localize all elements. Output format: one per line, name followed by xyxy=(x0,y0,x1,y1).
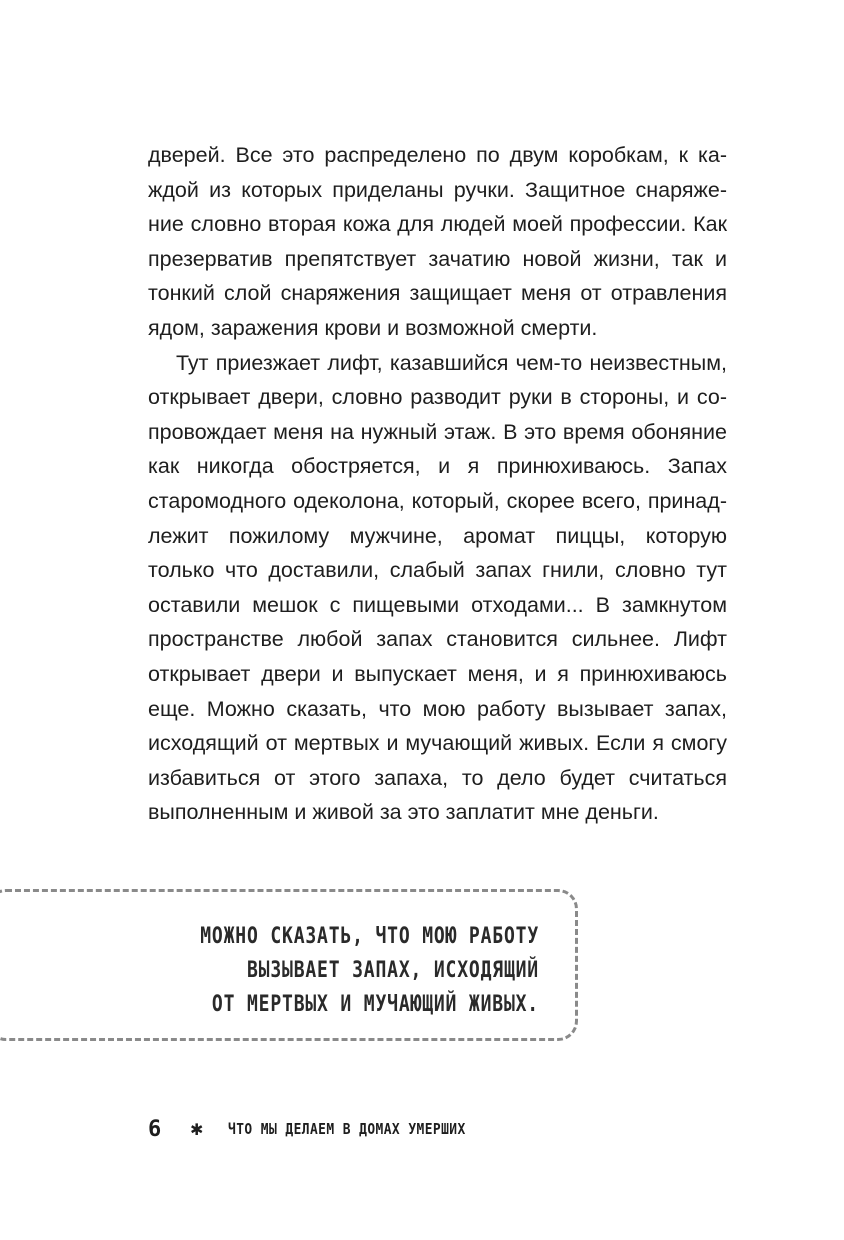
asterisk-icon: ✱ xyxy=(190,1119,204,1139)
pull-quote-line: ОТ МЕРТВЫХ И МУЧАЮЩИЙ ЖИВЫХ. xyxy=(211,992,539,1017)
paragraph-1: дверей. Все это распределено по двум коробкам, к каждой из которых приделаны ручки. Защитное снаряжение словно вторая кожа для людей моей профессии. Как презерватив препятствует зачатию новой жизни, так и тонкий слой снаряжения защищает меня от отравления ядом, заражения крови и возможной смерти. xyxy=(148,143,727,340)
main-text xyxy=(148,138,727,830)
pull-quote-line: ВЫЗЫВАЕТ ЗАПАХ, ИСХОДЯЩИЙ xyxy=(246,958,539,983)
pull-quote xyxy=(162,920,539,1022)
pull-quote-line: МОЖНО СКАЗАТЬ, ЧТО МОЮ РАБОТУ xyxy=(200,924,539,949)
running-title: ЧТО МЫ ДЕЛАЕМ В ДОМАХ УМЕРШИХ xyxy=(228,1120,466,1138)
paragraph-2: Тут приезжает лифт, казавшийся чем-то неизвестным, открывает двери, словно разводит руки в стороны, и сопровождает меня на нужный этаж. В это время обоняние как никогда обостряется, и я принюхиваюсь. Запах старомодного одеколона, который, скорее всего, принадлежит пожилому мужчине, аромат пиццы, которую только что доставили, слабый запах гнили, словно тут оставили мешок с пищевыми отходами... В замкнутом пространстве любой запах становится сильнее. Лифт открывает двери и выпускает меня, и я принюхиваюсь еще. Можно сказать, что мою работу вызывает запах, исходящий от мертвых и мучающий живых. Если я смогу избавиться от этого запаха, то дело будет считаться выполненным и живой за это заплатит мне деньги. xyxy=(148,350,727,825)
pull-quote-box xyxy=(0,889,578,1041)
page-footer xyxy=(148,1114,504,1144)
page-number: 6 xyxy=(148,1116,162,1142)
